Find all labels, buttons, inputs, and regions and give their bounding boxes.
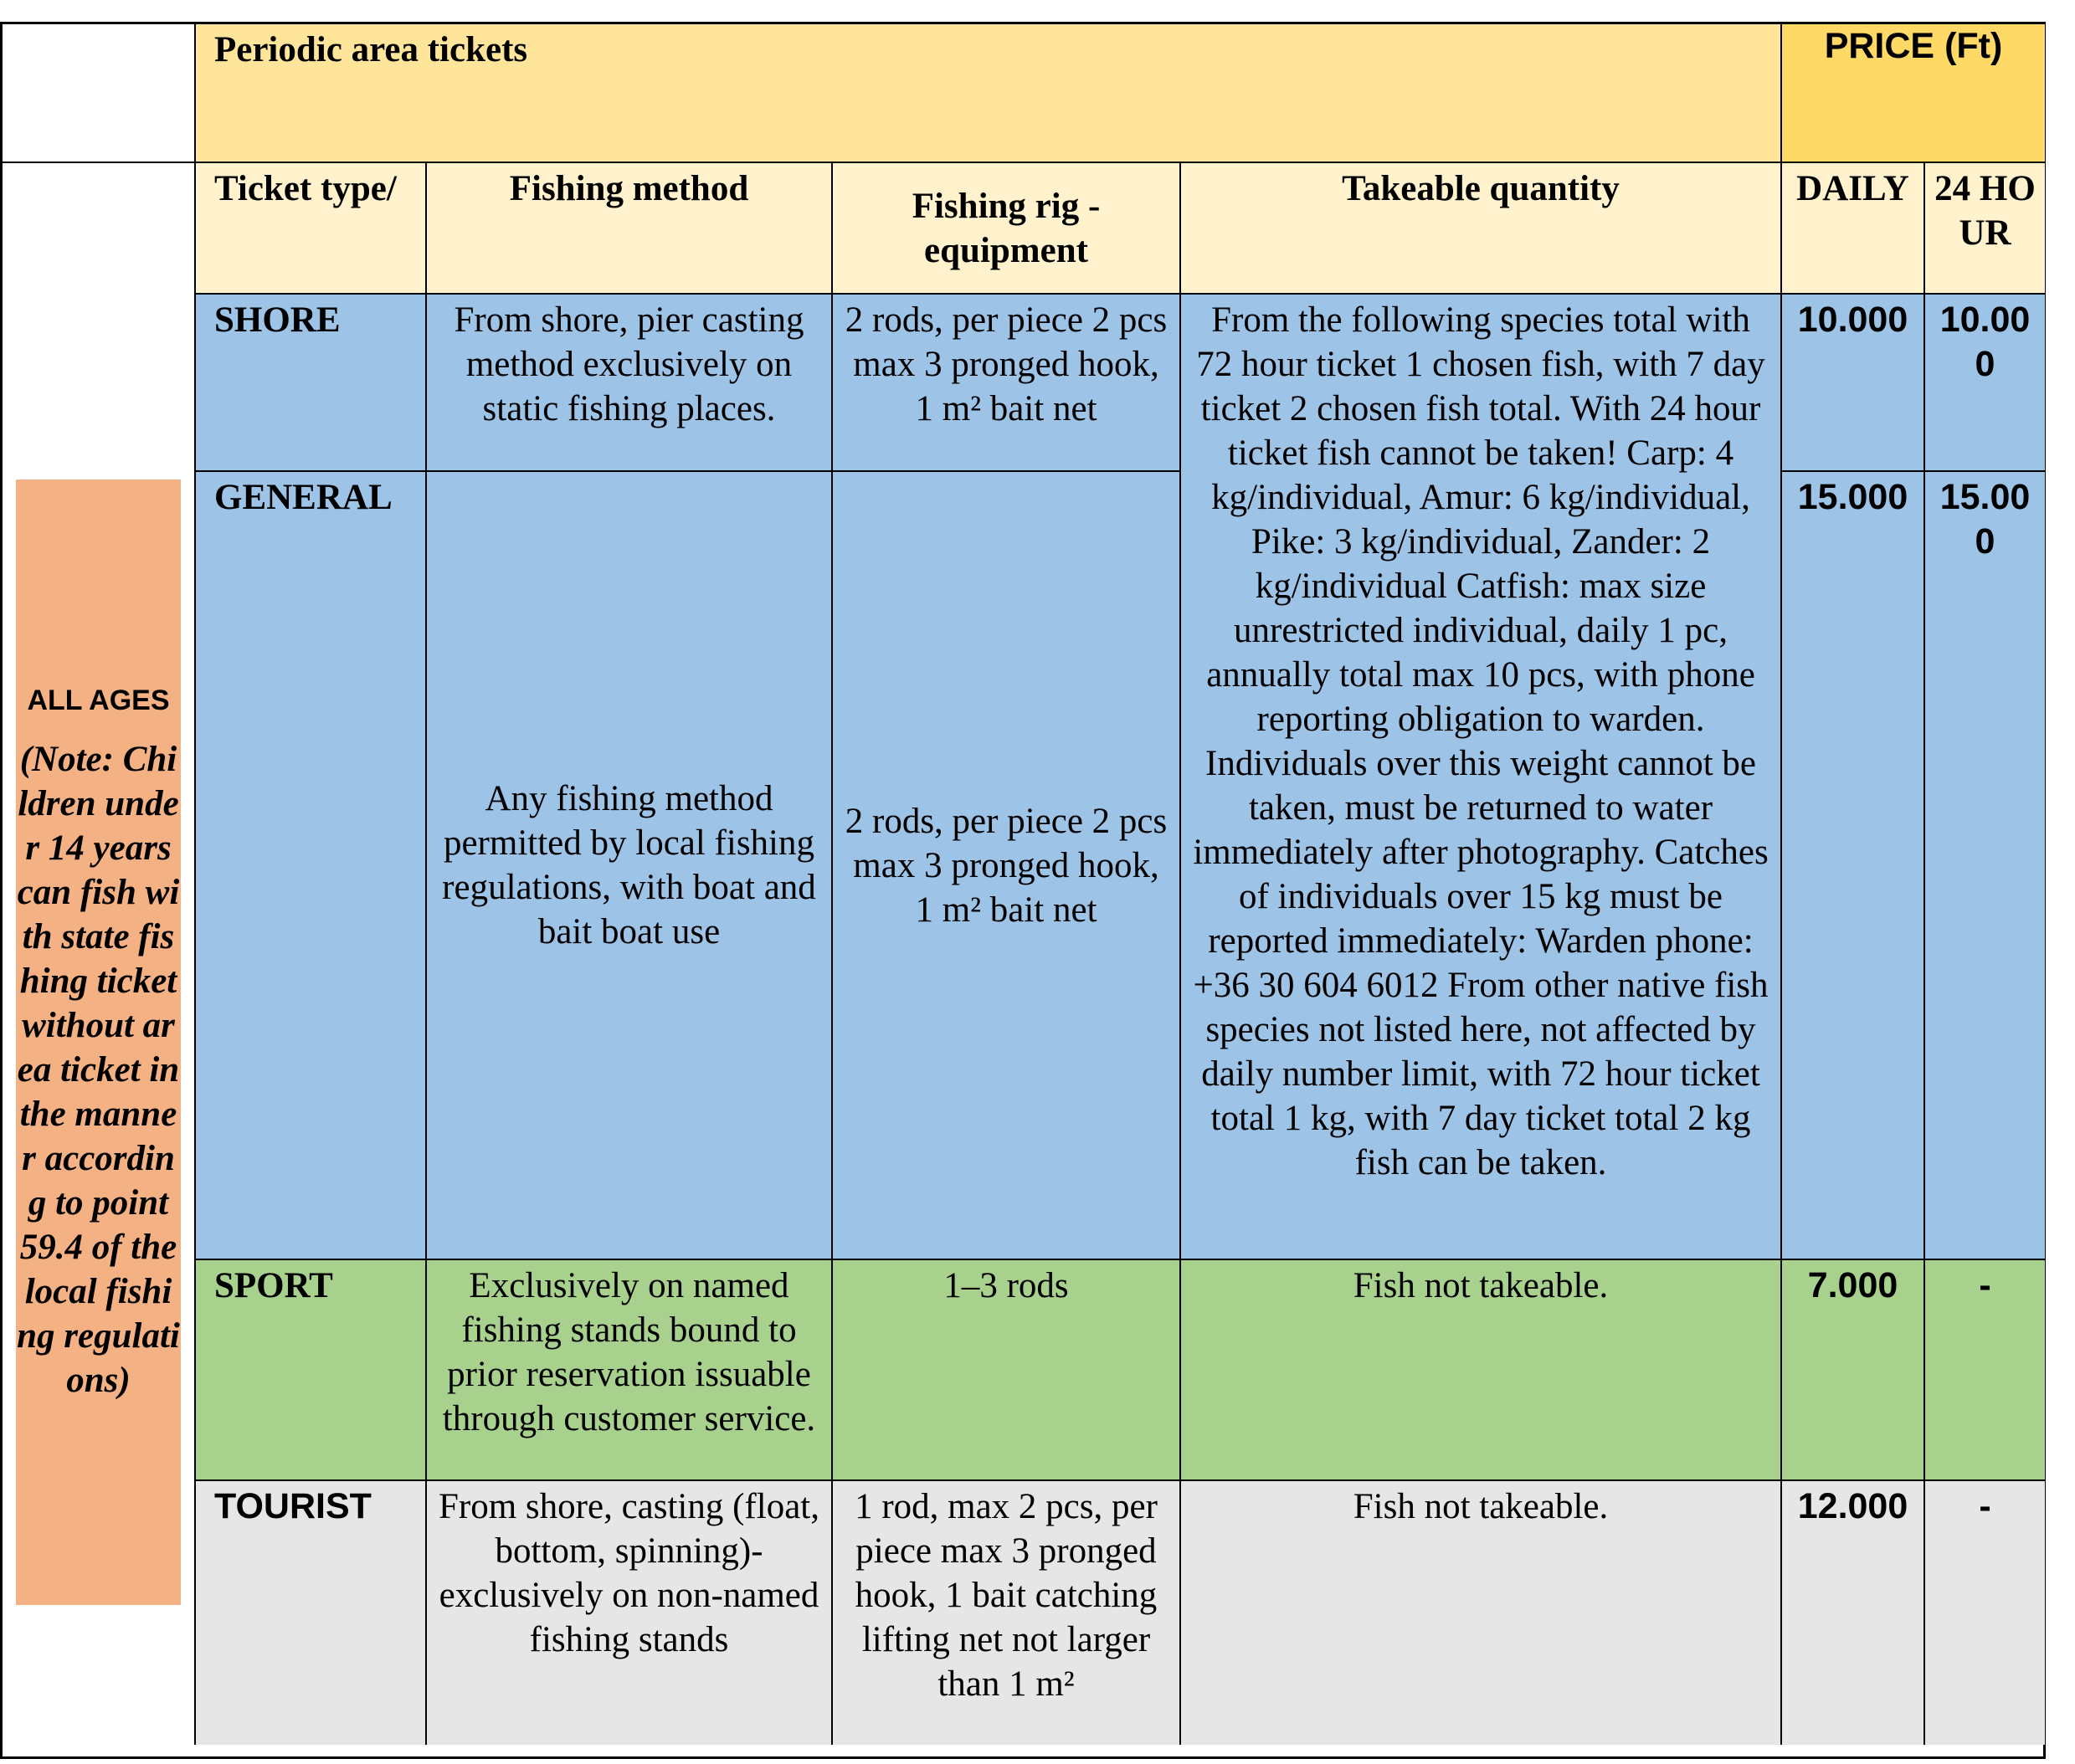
row-shore-method: From shore, pier casting method exclusively on static fishing places.	[427, 295, 833, 472]
column-header-24-hour: 24 HOUR	[1925, 163, 2045, 295]
row-tourist-24hour-price: -	[1925, 1481, 2045, 1745]
column-header-takeable-quantity: Takeable quantity	[1181, 163, 1782, 295]
column-header-fishing-method: Fishing method	[427, 163, 833, 295]
row-tourist-rig: 1 rod, max 2 pcs, per piece max 3 pronged hook, 1 bait catching lifting net not larger than 1 m²	[833, 1481, 1181, 1745]
ages-box	[16, 479, 181, 1605]
row-tourist-method: From shore, casting (float, bottom, spinning)- exclusively on non-named fishing stands	[427, 1481, 833, 1745]
row-shore-daily-price: 10.000	[1782, 295, 1925, 472]
row-shore-24hour-price: 10.000	[1925, 295, 2045, 472]
column-header-daily: DAILY	[1782, 163, 1925, 295]
shore-general-quantity: From the following species total with 72 hour ticket 1 chosen fish, with 7 day ticket 2 chosen fish total. With 24 hour ticket fish cannot be taken! Carp: 4 kg/individual, Amur: 6 kg/individual, Pike: 3 kg/individual, Zander: 2 kg/individual Catfish: max size unrestricted individual, daily 1 pc, annually total max 10 pcs, with phone reporting obligation to warden. Individuals over this weight cannot be taken, must be returned to water immediately after photography. Catches of individuals over 15 kg must be reported immediately: Warden phone: +36 30 604 6012 From other native fish species not listed here, not affected by daily number limit, with 72 hour ticket total 1 kg, with 7 day ticket total 2 kg fish can be taken.	[1181, 295, 1782, 1260]
row-tourist-quantity: Fish not takeable.	[1181, 1481, 1782, 1745]
row-general-type: GENERAL	[196, 472, 427, 1260]
row-sport-daily-price: 7.000	[1782, 1260, 1925, 1481]
row-sport-quantity: Fish not takeable.	[1181, 1260, 1782, 1481]
row-general-method	[427, 472, 833, 1260]
row-sport-24hour-price: -	[1925, 1260, 2045, 1481]
column-header-fishing-rig-text: Fishing rig - equipment	[912, 186, 1101, 270]
table-title: Periodic area tickets	[196, 24, 1782, 163]
row-sport-method: Exclusively on named fishing stands bound to prior reservation issuable through customer service.	[427, 1260, 833, 1481]
ticket-price-table	[0, 22, 2046, 1759]
row-general-24hour-price: 15.000	[1925, 472, 2045, 1260]
row-general-method-text: Any fishing method permitted by local fishing regulations, with boat and bait boat use	[442, 779, 816, 951]
row-tourist-daily-price: 12.000	[1782, 1481, 1925, 1745]
row-shore-rig: 2 rods, per piece 2 pcs max 3 pronged hook, 1 m² bait net	[833, 295, 1181, 472]
ages-note: (Note: Children under 14 years can fish with state fishing ticket without area ticket in the manner according to point 59.4 of the local fishing regulations)	[17, 740, 180, 1400]
row-general-daily-price: 15.000	[1782, 472, 1925, 1260]
header-blank-cell	[3, 24, 196, 163]
row-general-rig-text: 2 rods, per piece 2 pcs max 3 pronged hook, 1 m² bait net	[845, 801, 1168, 930]
column-header-ticket-type: Ticket type/	[196, 163, 427, 295]
column-header-fishing-rig	[833, 163, 1181, 295]
row-sport-type: SPORT	[196, 1260, 427, 1481]
price-header: PRICE (Ft)	[1782, 24, 2045, 163]
ages-label: ALL AGES	[27, 685, 170, 716]
row-shore-type: SHORE	[196, 295, 427, 472]
row-tourist-type: TOURIST	[196, 1481, 427, 1745]
row-sport-rig: 1–3 rods	[833, 1260, 1181, 1481]
ages-column	[3, 163, 196, 1745]
row-general-rig	[833, 472, 1181, 1260]
